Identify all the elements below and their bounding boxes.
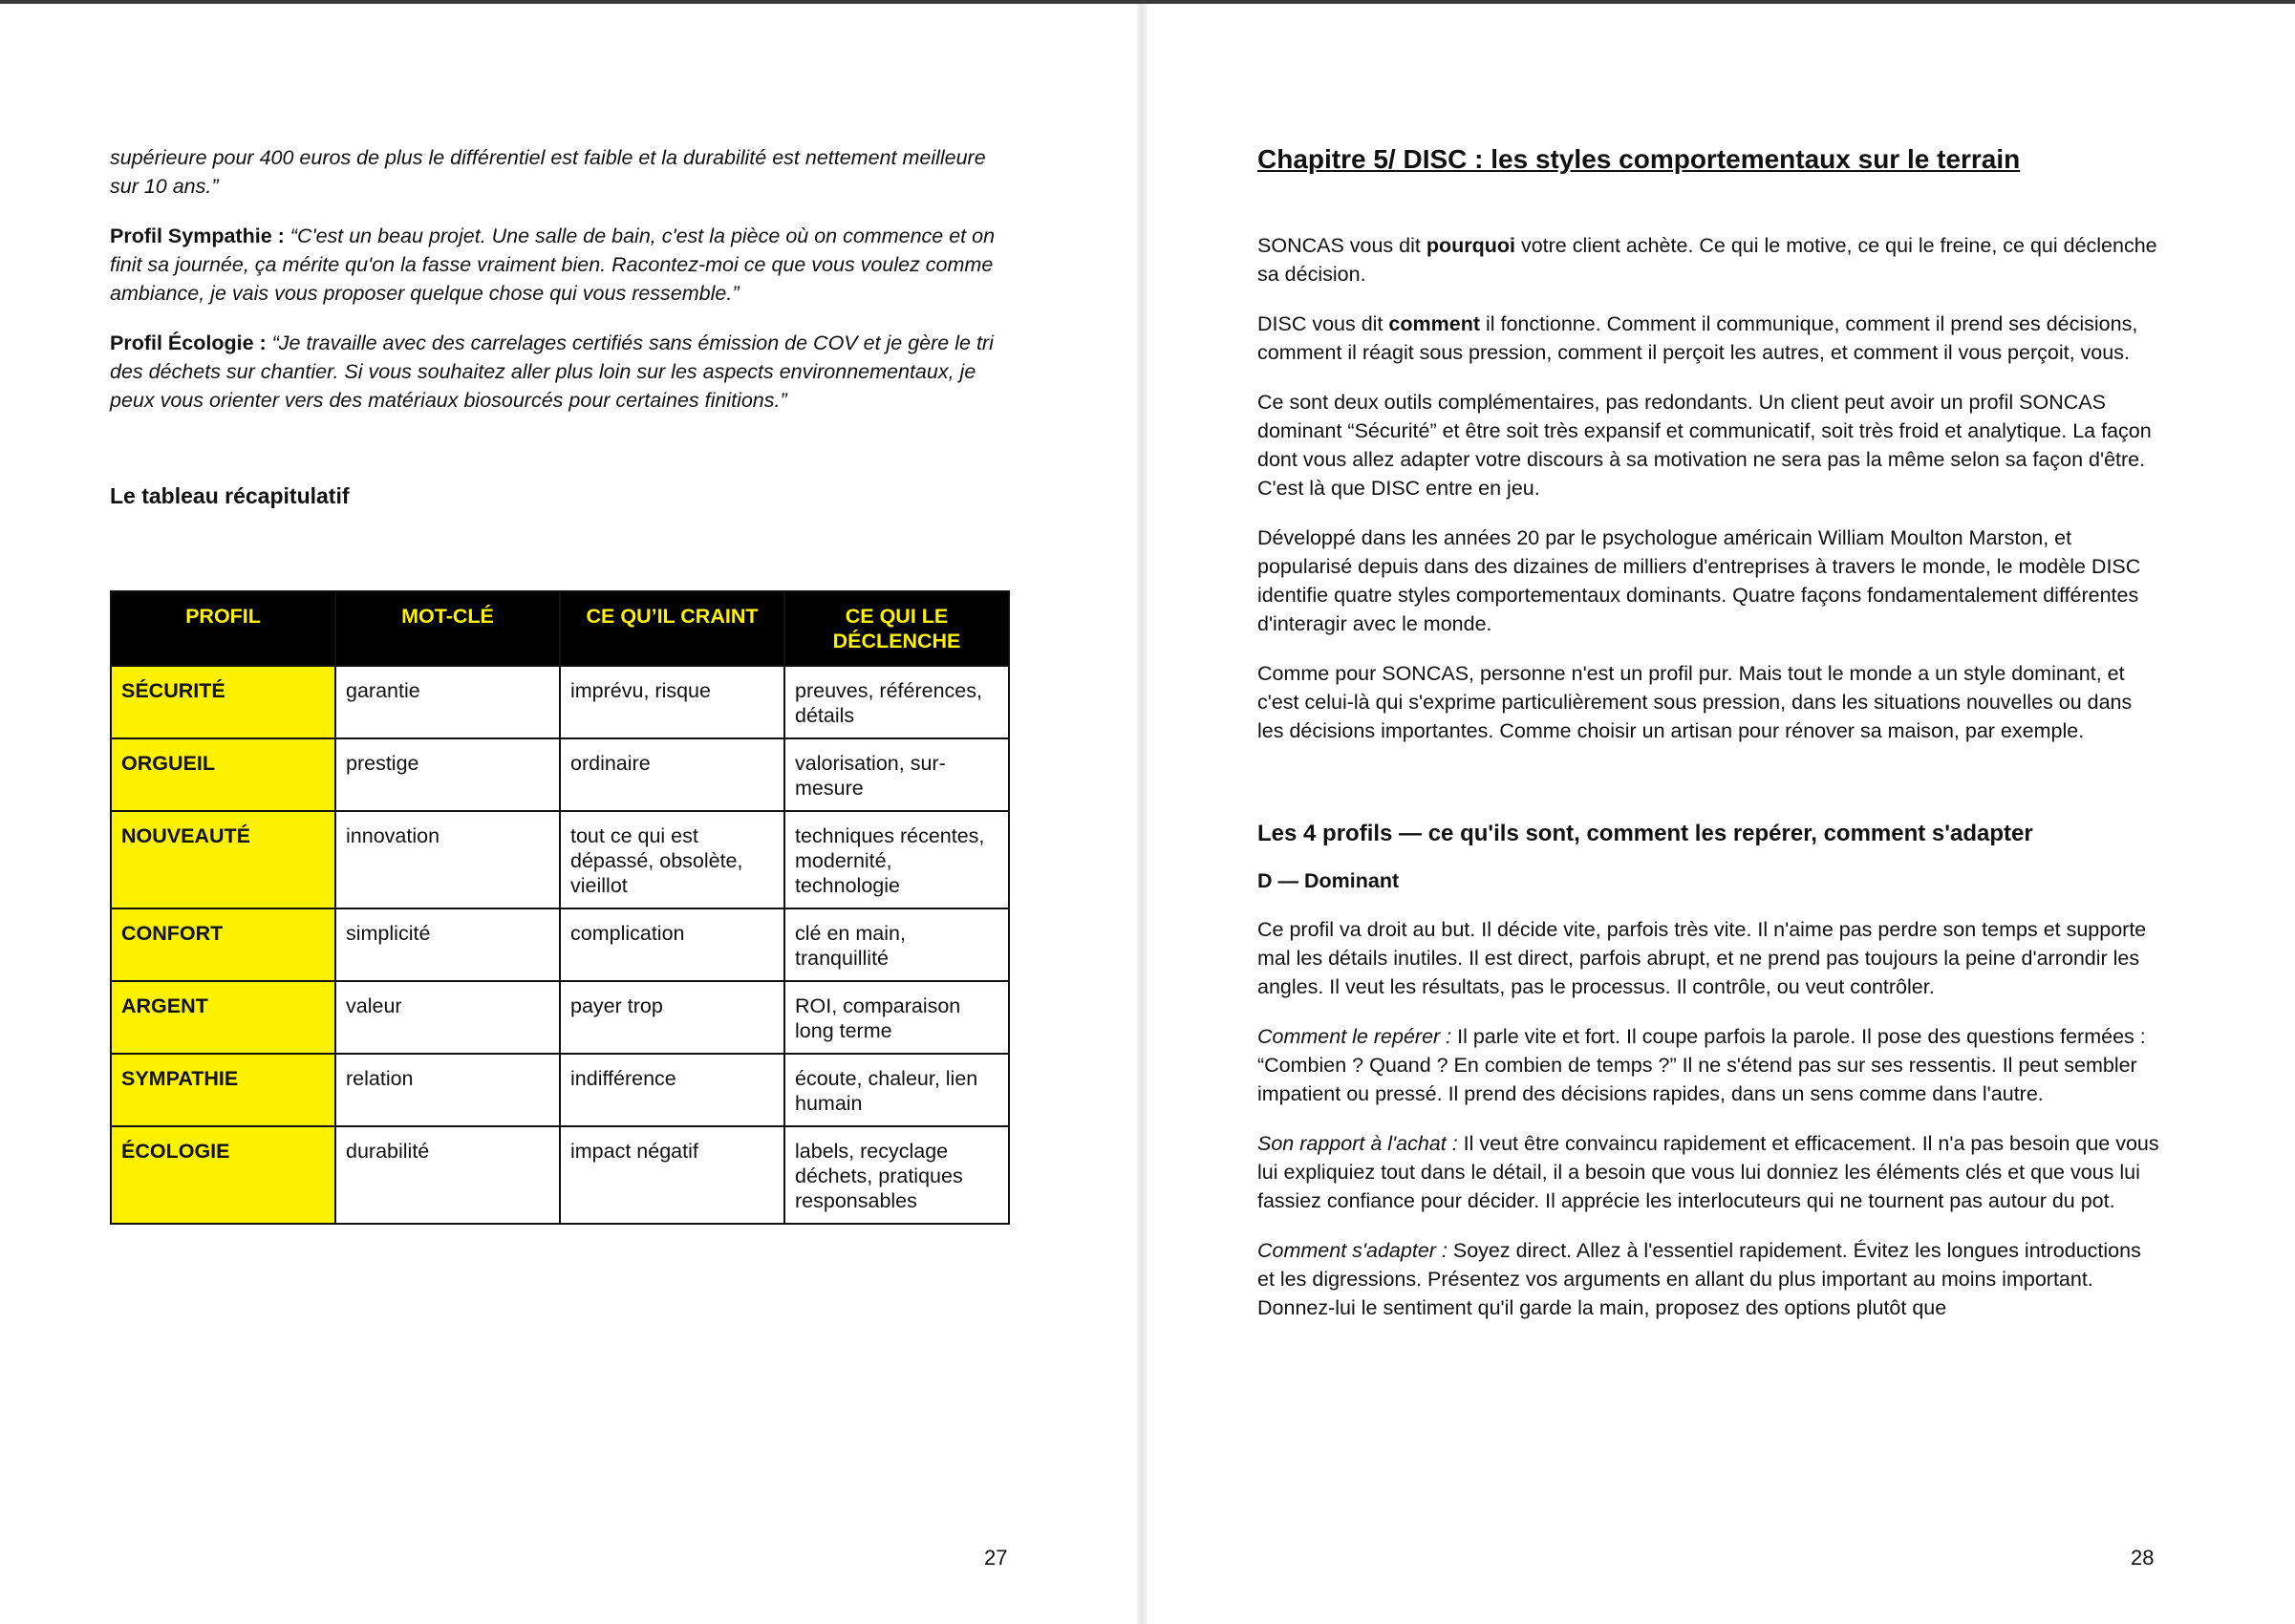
recap-table [110, 590, 1010, 1225]
page-27-body [110, 143, 1008, 510]
page-28 [1148, 4, 2295, 1624]
table-row [111, 811, 1009, 908]
table-cell-profil: NOUVEAUTÉ [111, 811, 335, 908]
table-cell: durabilité [335, 1126, 560, 1224]
page-number: 28 [2131, 1546, 2155, 1570]
table-cell: techniques récentes, modernité, technologie [784, 811, 1009, 908]
chapter-title: Chapitre 5/ DISC : les styles comportementaux sur le terrain [1257, 144, 2021, 174]
label-profil-sympathie: Profil Sympathie : [110, 224, 285, 247]
table-row [111, 1126, 1009, 1224]
paragraph-profil-sympathie: Profil Sympathie : “C'est un beau projet. Une salle de bain, c'est la pièce où on commence et on finit sa journée, ça mérite qu'on la fasse vraiment bien. Racontez-moi ce que vous voulez comme ambiance, je vais vous proposer quelque chose qui vous ressemble.” [110, 224, 996, 305]
table-cell: indifférence [560, 1054, 784, 1126]
table-cell-profil: SYMPATHIE [111, 1054, 335, 1126]
column-header: PROFIL [111, 591, 335, 666]
subsection-title-dominant: D — Dominant [1257, 869, 1400, 892]
paragraph-marston: Développé dans les années 20 par le psychologue américain William Moulton Marston, et popularisé depuis dans des dizaines de milliers d'entreprises à travers le monde, le modèle DISC identifie quatre styles comportementaux dominants. Quatre façons fondamentalement différentes d'interagir avec le monde. [1257, 526, 2141, 635]
table-row [111, 908, 1009, 981]
table-cell: payer trop [560, 981, 784, 1054]
table-cell: tout ce qui est dépassé, obsolète, vieillot [560, 811, 784, 908]
table-cell-profil: CONFORT [111, 908, 335, 981]
paragraph-comment-reperer: Comment le repérer : Il parle vite et fort. Il coupe parfois la parole. Il pose des questions fermées : “Combien ? Quand ? En combien de temps ?” Il ne s'étend pas sur ses ressentis. Il peut sembler impatient ou pressé. Il prend des décisions rapides, dans un sens comme dans l'autre. [1257, 1025, 2146, 1105]
table-cell: labels, recyclage déchets, pratiques responsables [784, 1126, 1009, 1224]
table-cell: imprévu, risque [560, 666, 784, 738]
table-cell: ROI, comparaison long terme [784, 981, 1009, 1054]
paragraph-disc-comment: DISC vous dit comment il fonctionne. Comment il communique, comment il prend ses décisions, comment il réagit sous pression, comment il perçoit les autres, et comment il vous perçoit, vous. [1257, 312, 2138, 364]
table-cell: valeur [335, 981, 560, 1054]
table-row [111, 1054, 1009, 1126]
paragraph-dominant-description: Ce profil va droit au but. Il décide vite, parfois très vite. Il n'aime pas perdre son temps et supporte mal les détails inutiles. Il est direct, parfois abrupt, et ne prend pas toujours la peine d'arrondir les angles. Il veut les résultats, pas le processus. Il contrôle, ou veut contrôler. [1257, 918, 2147, 998]
table-cell: innovation [335, 811, 560, 908]
table-row [111, 981, 1009, 1054]
paragraph-comment-adapter: Comment s'adapter : Soyez direct. Allez à l'essentiel rapidement. Évitez les longues introductions et les digressions. Présentez vos arguments en allant du plus important au moins important. Donnez-lui le sentiment qu'il garde la main, proposez des options plutôt que [1257, 1239, 2141, 1319]
page-28-body [1257, 143, 2163, 1343]
column-header: CE QUI LE DÉCLENCHE [784, 591, 1009, 666]
table-cell: écoute, chaleur, lien humain [784, 1054, 1009, 1126]
table-cell: valorisation, sur-mesure [784, 738, 1009, 811]
table-cell-profil: ARGENT [111, 981, 335, 1054]
table-cell-profil: ÉCOLOGIE [111, 1126, 335, 1224]
table-cell-profil: ORGUEIL [111, 738, 335, 811]
table-cell: prestige [335, 738, 560, 811]
table-cell: preuves, références, détails [784, 666, 1009, 738]
table-header-row [111, 591, 1009, 666]
column-header: MOT-CLÉ [335, 591, 560, 666]
column-header: CE QU’IL CRAINT [560, 591, 784, 666]
paragraph-outils-complementaires: Ce sont deux outils complémentaires, pas redondants. Un client peut avoir un profil SONCAS dominant “Sécurité” et être soit très expansif et communicatif, soit très froid et analytique. La façon dont vous allez adapter votre discours à sa motivation ne sera pas la même selon sa façon d'être. C'est là que DISC entre en jeu. [1257, 391, 2152, 500]
page-gutter [1137, 4, 1148, 1624]
label-profil-ecologie: Profil Écologie : [110, 331, 267, 354]
table-cell: garantie [335, 666, 560, 738]
paragraph-soncas-pourquoi: SONCAS vous dit pourquoi votre client achète. Ce qui le motive, ce qui le freine, ce qui déclenche sa décision. [1257, 234, 2157, 286]
table-row [111, 666, 1009, 738]
paragraph-continuation: supérieure pour 400 euros de plus le différentiel est faible et la durabilité est nettement meilleure sur 10 ans.” [110, 146, 986, 198]
section-title-tableau: Le tableau récapitulatif [110, 483, 350, 508]
section-title-4-profils: Les 4 profils — ce qu'ils sont, comment les repérer, comment s'adapter [1257, 821, 2033, 846]
table-cell: relation [335, 1054, 560, 1126]
page-number: 27 [984, 1546, 1008, 1570]
paragraph-rapport-achat: Son rapport à l'achat : Il veut être convaincu rapidement et efficacement. Il n'a pas besoin que vous lui expliquiez tout dans le détail, il a besoin que vous lui donniez les éléments clés et que vous lui fassiez confiance pour décider. Il apprécie les interlocuteurs qui ne tournent pas autour du pot. [1257, 1132, 2159, 1212]
table-cell: ordinaire [560, 738, 784, 811]
table-cell-profil: SÉCURITÉ [111, 666, 335, 738]
table-cell: clé en main, tranquillité [784, 908, 1009, 981]
paragraph-profil-ecologie: Profil Écologie : “Je travaille avec des carrelages certifiés sans émission de COV et je gère le tri des déchets sur chantier. Si vous souhaitez aller plus loin sur les aspects environnementaux, je peux vous orienter vers des matériaux biosourcés pour certaines finitions.” [110, 331, 994, 412]
page-27 [0, 4, 1137, 1624]
paragraph-style-dominant: Comme pour SONCAS, personne n'est un profil pur. Mais tout le monde a un style dominant, et c'est celui-là qui s'exprime particulièrement sous pression, dans les situations nouvelles ou dans les décisions importantes. Comme choisir un artisan pour rénover sa maison, par exemple. [1257, 662, 2133, 742]
table-cell: complication [560, 908, 784, 981]
table-cell: simplicité [335, 908, 560, 981]
table-row [111, 738, 1009, 811]
table-cell: impact négatif [560, 1126, 784, 1224]
